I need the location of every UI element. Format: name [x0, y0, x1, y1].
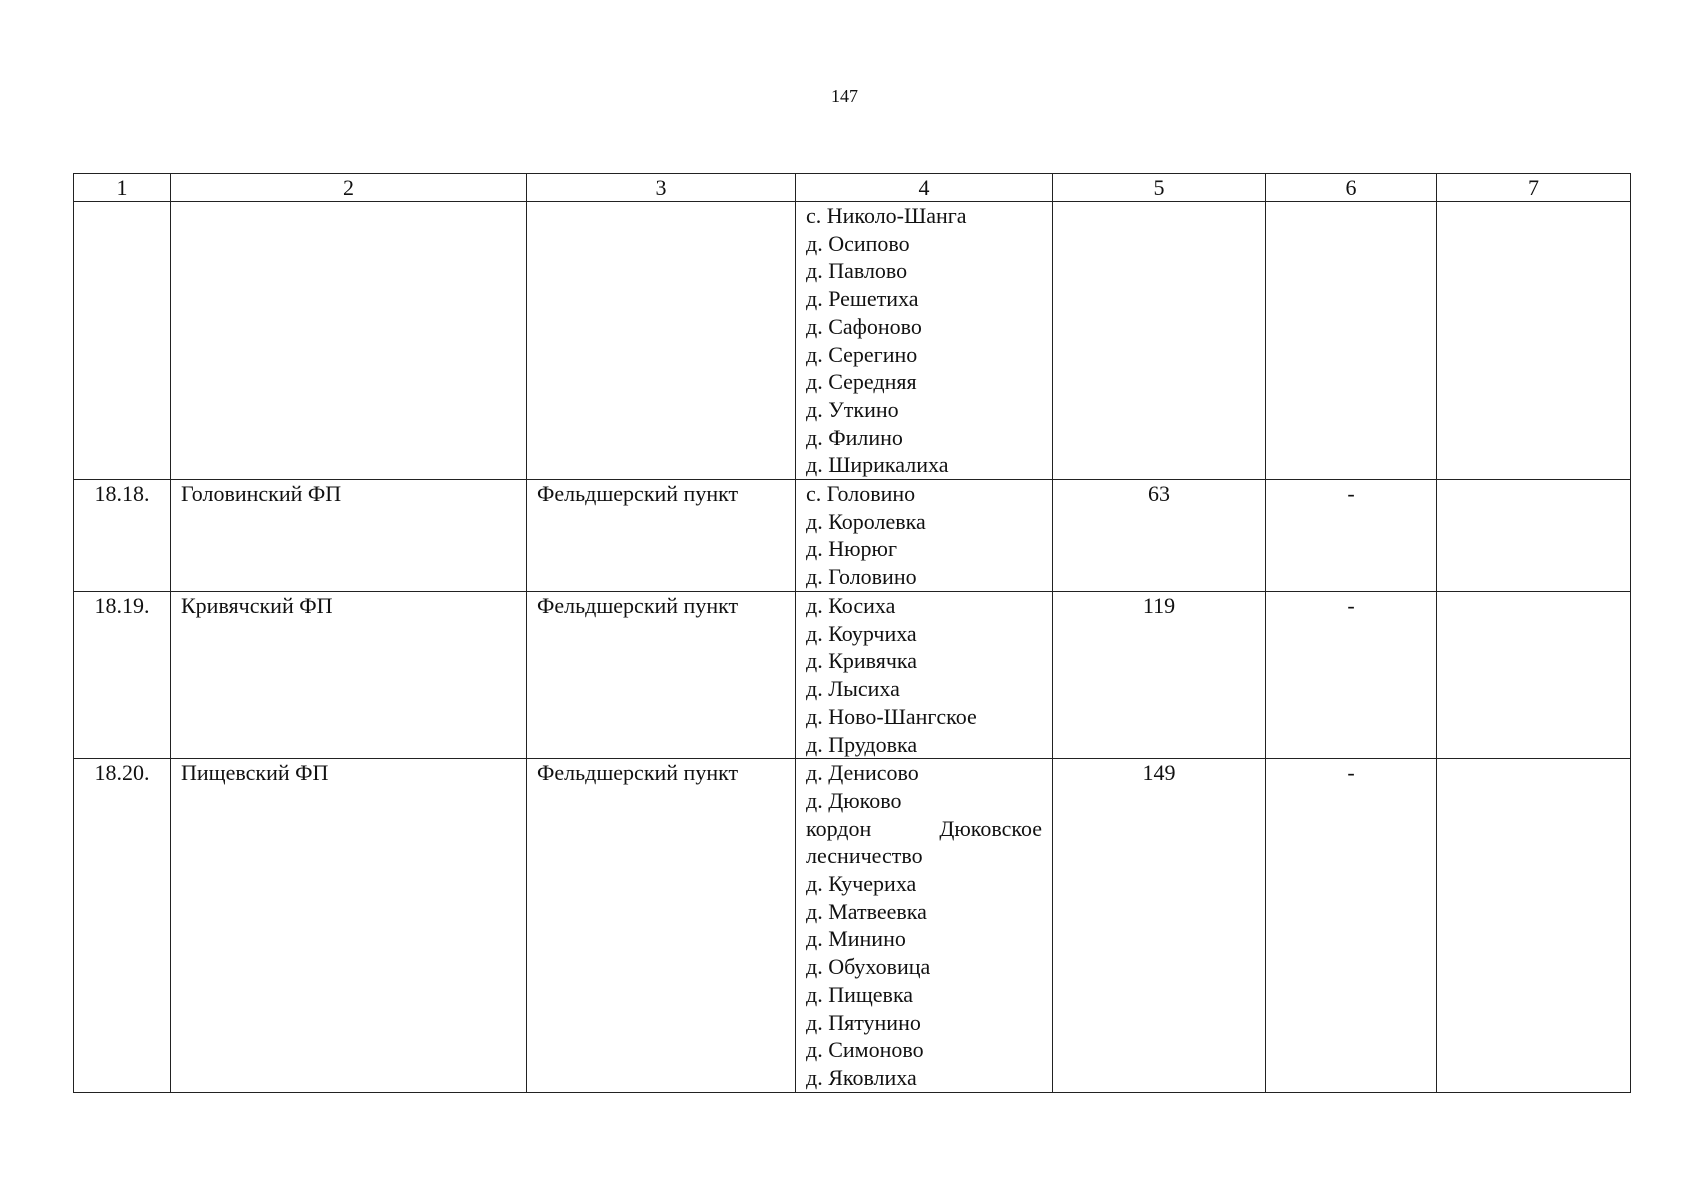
settlement-item: д. Середняя [806, 369, 917, 395]
cell-name: Пищевский ФП [171, 759, 527, 1092]
settlement-item: д. Дюково [806, 787, 902, 813]
settlement-item: лесничество [806, 843, 923, 869]
cell-col5: 119 [1053, 592, 1266, 759]
settlement-item: с. Головино [806, 481, 916, 507]
cell-settlements [796, 592, 1053, 759]
cell-col7 [1437, 592, 1631, 759]
settlement-item: д. Уткино [806, 396, 899, 422]
settlement-item: д. Кучериха [806, 871, 917, 897]
cell-name [171, 202, 527, 480]
settlement-item: д. Павлово [806, 258, 908, 284]
settlement-item: д. Кривячка [806, 648, 918, 674]
settlement-item: д. Минино [806, 926, 906, 952]
cell-type [527, 202, 796, 480]
settlement-item: д. Матвеевка [806, 898, 927, 924]
facilities-table [73, 173, 1631, 1093]
column-number-1: 1 [74, 174, 171, 202]
cell-type: Фельдшерский пункт [527, 759, 796, 1092]
settlement-item: д. Косиха [806, 593, 896, 619]
cell-settlements [796, 480, 1053, 592]
settlement-item: д. Прудовка [806, 731, 918, 757]
cell-number [74, 202, 171, 480]
column-number-row [74, 174, 1631, 202]
cell-name: Головинский ФП [171, 480, 527, 592]
settlement-item: д. Филино [806, 424, 903, 450]
settlement-item: д. Пятунино [806, 1009, 921, 1035]
settlement-item: д. Обуховица [806, 954, 931, 980]
settlement-item: д. Сафоново [806, 313, 922, 339]
settlement-item: д. Осипово [806, 230, 910, 256]
settlement-item: кордон Дюковское [806, 815, 1042, 841]
cell-number: 18.18. [74, 480, 171, 592]
column-number-3: 3 [527, 174, 796, 202]
settlement-item: д. Ширикалиха [806, 452, 949, 478]
cell-number: 18.20. [74, 759, 171, 1092]
cell-col6: - [1266, 759, 1437, 1092]
cell-number: 18.19. [74, 592, 171, 759]
cell-settlements [796, 759, 1053, 1092]
settlement-item: д. Королевка [806, 508, 926, 534]
settlement-item: д. Пищевка [806, 981, 914, 1007]
cell-settlements [796, 202, 1053, 480]
table-row-continuation [74, 202, 1631, 480]
cell-col7 [1437, 202, 1631, 480]
settlement-item: д. Денисово [806, 760, 919, 786]
cell-col6: - [1266, 592, 1437, 759]
cell-col6: - [1266, 480, 1437, 592]
cell-type: Фельдшерский пункт [527, 592, 796, 759]
cell-col5: 149 [1053, 759, 1266, 1092]
settlement-item: д. Ново-Шангское [806, 703, 977, 729]
cell-type: Фельдшерский пункт [527, 480, 796, 592]
settlement-item: д. Головино [806, 564, 917, 590]
cell-col6 [1266, 202, 1437, 480]
cell-col7 [1437, 480, 1631, 592]
cell-col5 [1053, 202, 1266, 480]
table-row [74, 759, 1631, 1092]
settlement-item: д. Лысиха [806, 676, 900, 702]
cell-name: Кривячский ФП [171, 592, 527, 759]
settlement-item: д. Коурчиха [806, 620, 917, 646]
column-number-6: 6 [1266, 174, 1437, 202]
page-number: 147 [831, 86, 858, 106]
table-row [74, 480, 1631, 592]
settlement-item: д. Яковлиха [806, 1064, 917, 1090]
settlement-item: д. Нюрюг [806, 536, 897, 562]
column-number-7: 7 [1437, 174, 1631, 202]
column-number-5: 5 [1053, 174, 1266, 202]
settlement-item: с. Николо-Шанга [806, 203, 967, 228]
cell-col7 [1437, 759, 1631, 1092]
cell-col5: 63 [1053, 480, 1266, 592]
settlement-item: д. Серегино [806, 341, 918, 367]
column-number-2: 2 [171, 174, 527, 202]
settlement-item: д. Решетиха [806, 286, 919, 312]
column-number-4: 4 [796, 174, 1053, 202]
table-row [74, 592, 1631, 759]
settlement-item: д. Симоново [806, 1037, 924, 1063]
